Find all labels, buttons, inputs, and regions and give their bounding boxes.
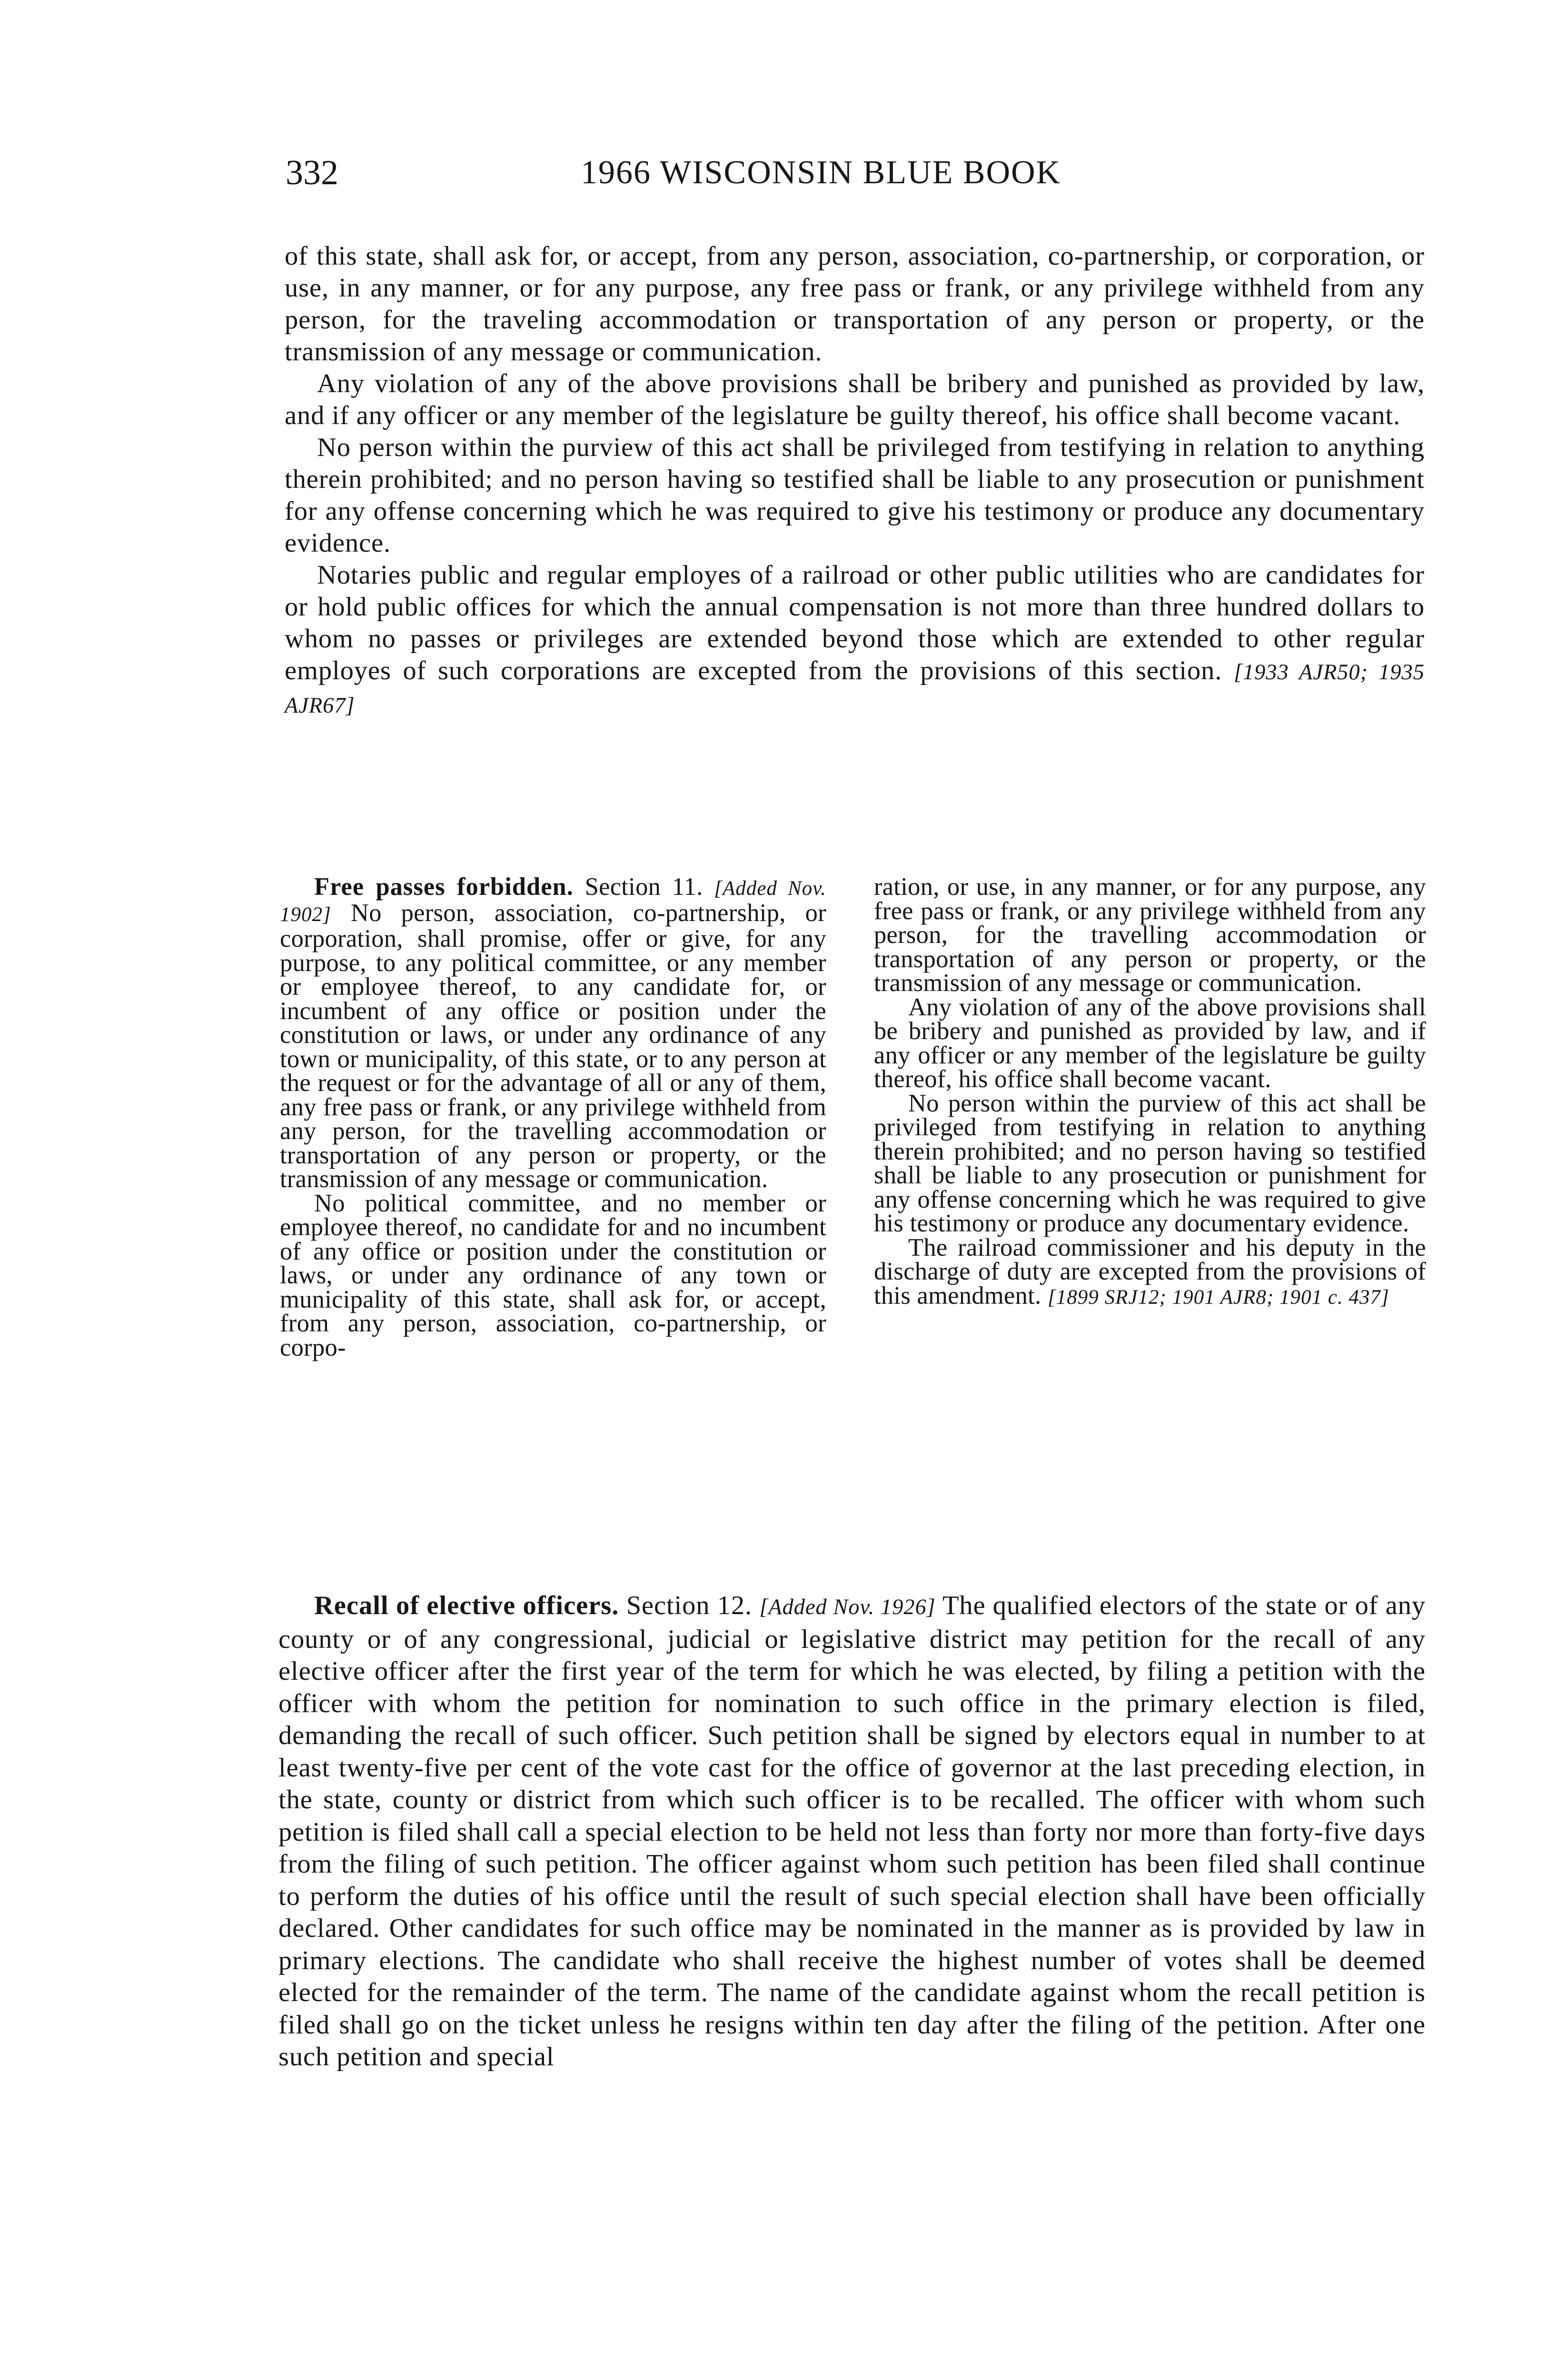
- paragraph-text: No person, association, co-partnership, or corporation, shall promise, offer or give, for any purpose, to any political committee, or any member or employee thereof, to any candidate for, or incumbent of any office or position under the constitution or laws, or under any ordinance of any town or municipality, of this state, or to any person at the request or for the advantage of all or any of them, any free pass or frank, or any privilege withheld from any person, for the travelling accommodation or transportation of any person or property, or the transmission of any message or communication.: [280, 899, 826, 1193]
- added-note: [Added Nov. 1902]: [280, 877, 826, 926]
- paragraph: No person within the purview of this act shall be privileged from testifying in relation to anything therein prohibited; and no person having so testified shall be liable to any prosecution or punishment for any offense concerning which he was required to give his testimony or produce any documentary evidence.: [285, 433, 1425, 558]
- running-title: 1966 WISCONSIN BLUE BOOK: [581, 154, 1061, 191]
- section-ref: Section 12.: [626, 1591, 753, 1620]
- paragraph-text: The qualified electors of the state or of any county or of any congressional, judicial or legislative district may petition for the recall of any elective officer after the first year of the term for which he was elected, by filing a petition with the officer with whom the petition for nomination to such office in the primary election is filed, demanding the recall of such officer. Such petition shall be signed by electors equal in number to at least twenty-five per cent of the vote cast for the office of governor at the last preceding election, in the state, county or district from which such officer is to be recalled. The officer with whom such petition is filed shall call a special election to be held not less than forty nor more than forty-five days from the filing of such petition. The officer against whom such petition has been filed shall continue to perform the duties of his office until the result of such special election shall have been officially declared. Other candidates for such office may be nominated in the manner as is provided by law in primary elections. The candidate who shall receive the highest number of votes shall be deemed elected for the remainder of the term. The name of the candidate against whom the recall petition is filed shall go on the ticket unless he resigns within ten day after the filing of the petition. After one such petition and special: [278, 1591, 1426, 2072]
- paragraph-text: The railroad commissioner and his deputy in the discharge of duty are excepted from the provisions of this amendment.: [874, 1233, 1426, 1309]
- added-note: [Added Nov. 1926]: [759, 1595, 936, 1619]
- page-header: [286, 151, 1428, 194]
- page-number: 332: [286, 153, 338, 192]
- citation: [1933 AJR50; 1935 AJR67]: [285, 660, 1425, 718]
- section-11-para-4: No person within the purview of this act shall be privileged from testifying in relation to anything therein prohibited; and no person having so testified shall be liable to any prosecution or punishment for any offense concerning which he was required to give his testimony or produce any documentary evidence.: [874, 1089, 1426, 1237]
- notaries-text: Notaries public and regular employes of a railroad or other public utilities who are candidates for or hold public offices for which the annual compensation is not more than three hundred dollars to whom no passes or privileges are extended beyond those which are extended to other regular employes of such corporations are excepted from the provisions of this section.: [285, 560, 1425, 685]
- section-11-para-1: [280, 875, 826, 1191]
- section-11-columns: [280, 875, 1427, 1584]
- paragraph: Any violation of any of the above provisions shall be bribery and punished as provided by law, and if any officer or any member of the legislature be guilty thereof, his office shall become vacant.: [285, 369, 1425, 430]
- section-11-para-2: No political committee, and no member or employee thereof, no candidate for and no incumbent of any office or position under the constitution or laws, or under any ordinance of any town or municipality of this state, shall ask for, or accept, from any person, association, co-partnership, or corpo-: [280, 1189, 826, 1361]
- main-text-block: [285, 240, 1425, 722]
- citation: [1899 SRJ12; 1901 AJR8; 1901 c. 437]: [1047, 1286, 1389, 1309]
- section-12-block: [278, 1590, 1426, 2073]
- right-column: [874, 875, 1426, 1309]
- notaries-paragraph: [285, 559, 1425, 722]
- section-heading: Free passes forbidden.: [314, 873, 574, 901]
- section-11-para-5: [874, 1233, 1426, 1310]
- section-12-para: [278, 1590, 1426, 2073]
- section-11-para-3: Any violation of any of the above provisions shall be bribery and punished as provided by law, and if any officer or any member of the legislature be guilty thereof, his office shall become vacant.: [874, 993, 1426, 1093]
- section-11-para-1-cont: ration, or use, in any manner, or for any purpose, any free pass or frank, or any privilege withheld from any person, for the travelling accommodation or transportation of any person or property, or the transmission of any message or communication.: [874, 873, 1426, 997]
- section-heading: Recall of elective officers.: [314, 1591, 619, 1620]
- left-column: [280, 875, 826, 1359]
- paragraph: of this state, shall ask for, or accept, from any person, association, co-partnership, or corporation, or use, in any manner, or for any purpose, any free pass or frank, or any privilege withheld from any person, for the traveling accommodation or transportation of any person or property, or the transmission of any message or communication.: [285, 241, 1425, 367]
- section-ref: Section 11.: [585, 873, 703, 901]
